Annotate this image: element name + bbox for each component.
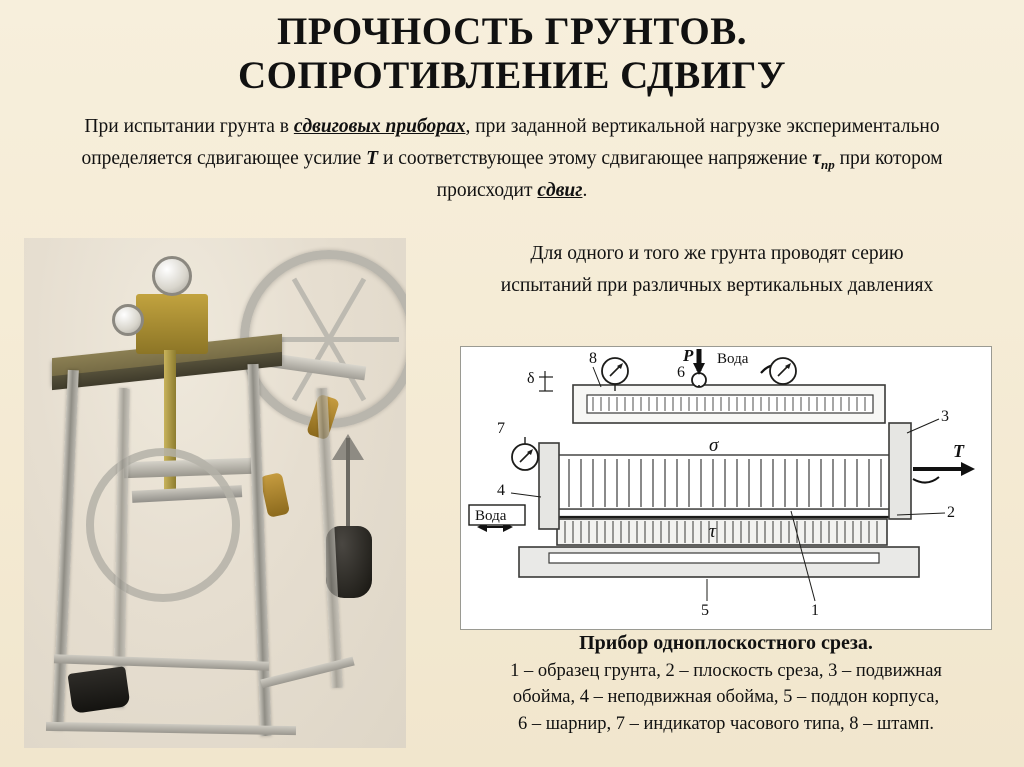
intro-emphasis-devices: сдвиговых приборах bbox=[293, 116, 466, 138]
scheme-caption bbox=[440, 632, 1012, 737]
page-title bbox=[0, 0, 1024, 97]
dial-gauge-lower bbox=[112, 304, 144, 336]
caption-legend-line-1: 1 – образец грунта, 2 – плоскость среза, 3 – подвижная bbox=[510, 661, 942, 681]
symbol-tau-subscript: пр bbox=[820, 156, 835, 172]
intro-part-5: . bbox=[582, 179, 588, 201]
caption-title: Прибор одноплоскостного среза. bbox=[579, 632, 873, 654]
intro-part-3: и соответствующее этому сдвигающее напряжение bbox=[378, 147, 813, 169]
caption-legend-line-2: обойма, 4 – неподвижная обойма, 5 – поддон корпуса, bbox=[512, 687, 940, 708]
title-line-2: СОПРОТИВЛЕНИЕ СДВИГУ bbox=[238, 53, 786, 97]
clamp-left bbox=[260, 472, 290, 518]
right-paragraph-line-2: испытаний при различных вертикальных давлениях bbox=[500, 274, 934, 296]
dial-gauge-upper bbox=[152, 256, 192, 296]
frame-brace-upper bbox=[54, 654, 269, 670]
label-2: 2 bbox=[947, 504, 955, 521]
label-T: T bbox=[953, 441, 964, 461]
label-5: 5 bbox=[701, 602, 709, 619]
title-line-1: ПРОЧНОСТЬ ГРУНТОВ. bbox=[277, 10, 747, 53]
label-tau: τ bbox=[709, 521, 716, 542]
label-8: 8 bbox=[589, 350, 597, 367]
frame-brace-lower bbox=[46, 722, 296, 735]
body-area bbox=[0, 238, 1024, 767]
label-water-left: Вода bbox=[475, 508, 507, 524]
label-water-top: Вода bbox=[717, 351, 749, 367]
foot-pedal bbox=[67, 666, 130, 714]
intro-paragraph bbox=[34, 111, 990, 206]
label-sigma: σ bbox=[709, 435, 719, 456]
frame-ring bbox=[86, 448, 240, 602]
apparatus-photo-image bbox=[24, 238, 406, 748]
weight-hanger-rod bbox=[346, 438, 350, 530]
symbol-tau: τ bbox=[812, 147, 821, 169]
label-1: 1 bbox=[811, 602, 819, 619]
apparatus-photo bbox=[24, 238, 406, 748]
label-6: 6 bbox=[677, 364, 685, 381]
symbol-T: T bbox=[366, 147, 379, 169]
label-P: P bbox=[683, 347, 694, 365]
caption-legend-line-3: 6 – шарнир, 7 – индикатор часового типа, 8 – штамп. bbox=[518, 713, 934, 734]
intro-part-4: при котором происходит bbox=[436, 147, 943, 201]
intro-emphasis-shear: сдвиг bbox=[537, 179, 583, 201]
label-4: 4 bbox=[497, 482, 505, 499]
intro-part-2: , при заданной вертикальной нагрузке экспериментально определяется сдвигающее усилие bbox=[81, 116, 940, 169]
right-paragraph-line-1: Для одного и того же грунта проводят серию bbox=[530, 243, 904, 264]
shear-device-body bbox=[136, 294, 208, 354]
scheme-svg bbox=[461, 347, 991, 629]
intro-part-1: При испытании грунта в bbox=[84, 116, 294, 138]
shear-device-scheme bbox=[460, 346, 992, 630]
label-delta: δ bbox=[527, 370, 535, 387]
label-7: 7 bbox=[497, 420, 505, 437]
right-paragraph bbox=[432, 238, 1002, 301]
label-3: 3 bbox=[941, 408, 949, 425]
